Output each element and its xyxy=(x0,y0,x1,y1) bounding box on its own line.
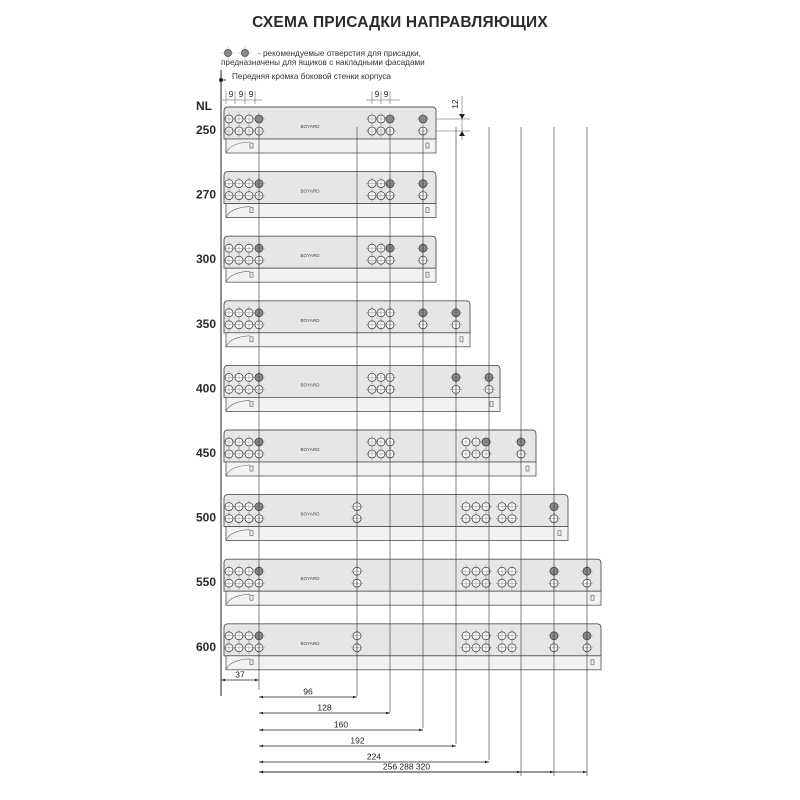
rail-row-270 xyxy=(196,172,436,218)
rail-channel xyxy=(226,397,500,411)
rail-body xyxy=(224,172,436,204)
brand-mark: BOYARD xyxy=(300,253,320,259)
dim-label-128: 128 xyxy=(317,702,332,713)
top-dim-9d: 9 xyxy=(374,90,380,99)
top-dim-12: 12 xyxy=(451,99,460,109)
dim-label-224: 224 xyxy=(366,751,382,762)
rail-channel xyxy=(226,462,536,476)
nl-value: 270 xyxy=(196,187,217,202)
dim-label-160: 160 xyxy=(333,719,349,730)
brand-mark: BOYARD xyxy=(300,188,320,194)
dim-label-37: 37 xyxy=(235,669,245,680)
rail-row-350 xyxy=(196,301,470,347)
rail-body xyxy=(224,559,601,591)
brand-mark: BOYARD xyxy=(300,317,320,323)
top-dim-9e: 9 xyxy=(383,90,389,99)
nl-value: 400 xyxy=(196,381,217,396)
legend-holes-line2: предназначены для ящиков с накладными фасадами xyxy=(221,58,425,67)
dim-label-320: 320 xyxy=(415,761,431,772)
nl-value: 250 xyxy=(196,123,217,137)
top-dim-9b: 9 xyxy=(238,90,244,99)
rail-channel xyxy=(226,656,601,670)
brand-mark: BOYARD xyxy=(300,511,320,517)
rail-channel xyxy=(226,139,436,153)
nl-value: 300 xyxy=(196,252,217,267)
rail-row-600 xyxy=(196,624,601,670)
rail-row-250 xyxy=(196,107,436,153)
nl-value: 350 xyxy=(196,316,217,331)
dim-label-288: 288 xyxy=(399,761,414,772)
rail-row-400 xyxy=(196,365,500,411)
brand-mark: BOYARD xyxy=(300,447,320,452)
rail-body xyxy=(224,624,601,656)
rail-body xyxy=(224,495,568,527)
top-dim-9a: 9 xyxy=(228,90,234,99)
bottom-dimensions xyxy=(221,670,587,773)
dim-label-192: 192 xyxy=(350,735,365,746)
rail-rows xyxy=(196,107,601,670)
nl-value: 450 xyxy=(196,446,217,460)
nl-value: 500 xyxy=(196,510,217,525)
nl-label: NL xyxy=(196,99,212,113)
legend xyxy=(221,46,425,81)
brand-mark: BOYARD xyxy=(300,382,320,388)
brand-mark: BOYARD xyxy=(300,640,320,646)
brand-mark: BOYARD xyxy=(300,124,320,129)
rail-body xyxy=(224,107,436,139)
legend-edge-text: Передняя кромка боковой стенки корпуса xyxy=(232,72,391,81)
front-edge-dot xyxy=(219,78,223,82)
legend-holes-line1: - рекомендуемые отверстия для присадки, xyxy=(258,49,422,58)
rail-channel xyxy=(226,204,436,218)
nl-value: 600 xyxy=(196,639,217,654)
rail-row-450 xyxy=(196,430,536,476)
dim-label-96: 96 xyxy=(303,686,313,697)
rail-row-500 xyxy=(196,495,568,541)
rail-row-550 xyxy=(196,559,601,605)
rail-channel xyxy=(226,333,470,347)
rail-channel xyxy=(226,527,568,541)
nl-value: 550 xyxy=(196,575,217,590)
brand-mark: BOYARD xyxy=(300,576,320,582)
rail-channel xyxy=(226,268,436,282)
top-dim-9c: 9 xyxy=(248,90,254,99)
diagram-title: СХЕМА ПРИСАДКИ НАПРАВЛЯЮЩИХ xyxy=(252,14,548,31)
rail-body xyxy=(224,236,436,268)
rail-row-300 xyxy=(196,236,436,282)
rail-channel xyxy=(226,591,601,605)
dim-label-256: 256 xyxy=(382,761,398,772)
